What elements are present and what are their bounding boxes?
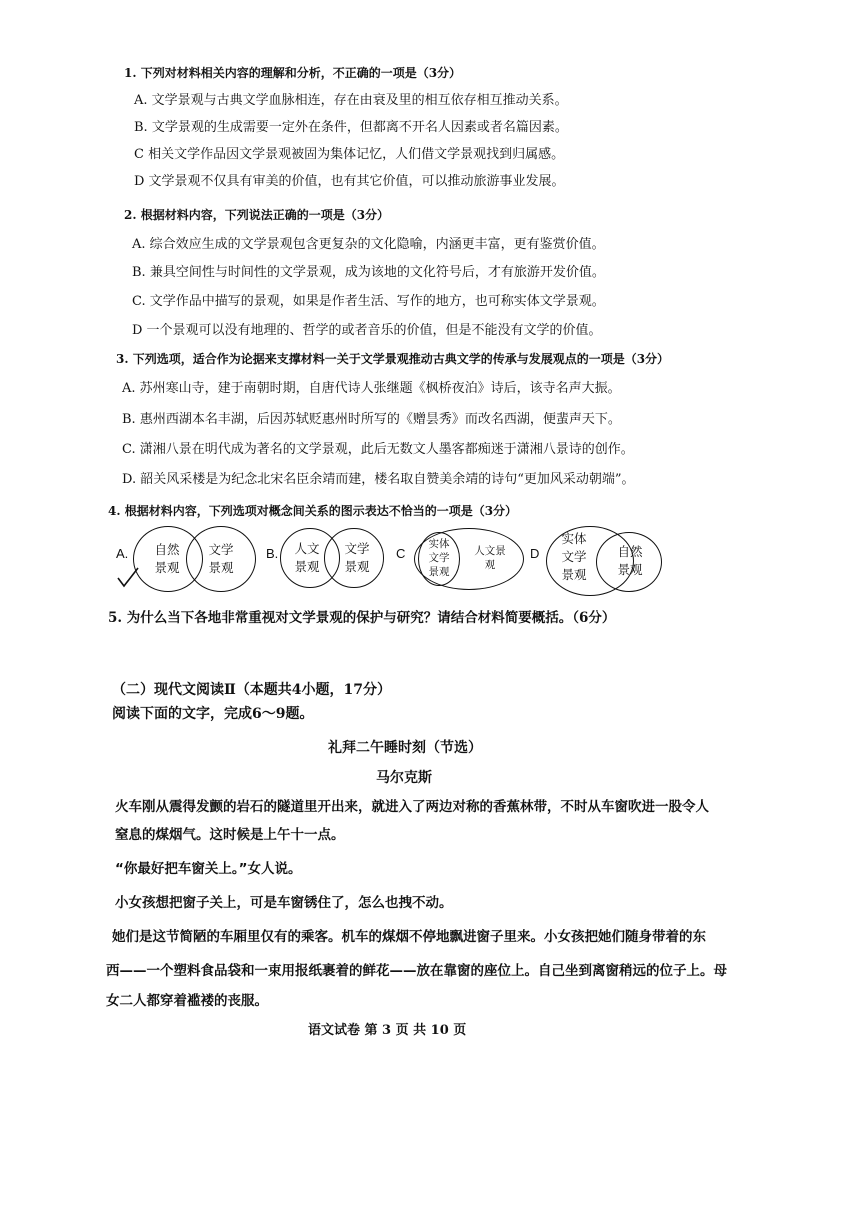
q3-option-c: C. 潇湘八景在明代成为著名的文学景观，此后无数文人墨客都痴迷于潇湘八景诗的创作。	[122, 442, 634, 457]
diagram-a-left-label: 自然景观	[154, 542, 180, 575]
passage-author: 马尔克斯	[376, 770, 432, 786]
paragraph-4-line-1: 她们是这节简陋的车厢里仅有的乘客。机车的煤烟不停地飘进窗子里来。小女孩把她们随身带着的东	[112, 929, 706, 945]
checkmark-icon	[116, 566, 140, 590]
q2-option-c: C. 文学作品中描写的景观，如果是作者生活、写作的地方，也可称实体文学景观。	[132, 294, 605, 309]
q2-option-a: A. 综合效应生成的文学景观包含更复杂的文化隐喻，内涵更丰富，更有鉴赏价值。	[132, 237, 605, 252]
diagram-a	[116, 522, 266, 602]
q3-option-d: D. 韶关风采楼是为纪念北宋名臣余靖而建，楼名取自赞美余靖的诗句“更加风采动朝端”。	[122, 472, 635, 487]
diagram-d-letter: D	[530, 546, 540, 561]
diagram-b-letter: B.	[266, 546, 279, 561]
section2-instruction: 阅读下面的文字，完成6～9题。	[112, 706, 314, 722]
q1-option-a: A. 文学景观与古典文学血脉相连，存在由衰及里的相互依存相互推动关系。	[134, 93, 568, 108]
q3-option-b: B. 惠州西湖本名丰湖，后因苏轼贬惠州时所写的《赠昙秀》而改名西湖，便蜚声天下。	[122, 412, 621, 427]
diagram-c-inner-label: 实体文学景观	[428, 538, 450, 578]
paragraph-2: “你最好把车窗关上。”女人说。	[115, 861, 302, 877]
passage-title: 礼拜二午睡时刻（节选）	[328, 740, 482, 756]
diagram-c-letter: C	[396, 546, 406, 561]
paragraph-4-line-2: 西——一个塑料食品袋和一束用报纸裹着的鲜花——放在靠窗的座位上。自己坐到离窗稍远的位子上。母	[106, 963, 727, 979]
diagram-d	[530, 522, 680, 602]
q2-option-b: B. 兼具空间性与时间性的文学景观，成为该地的文化符号后，才有旅游开发价值。	[132, 265, 605, 280]
q1-option-b: B. 文学景观的生成需要一定外在条件，但都离不开名人因素或者名篇因素。	[134, 120, 568, 135]
q5-stem: 5. 为什么当下各地非常重视对文学景观的保护与研究？请结合材料简要概括。（6分）	[108, 610, 616, 626]
q1-option-d: D 文学景观不仅具有审美的价值，也有其它价值，可以推动旅游事业发展。	[134, 174, 565, 189]
paragraph-1-line-2: 窒息的煤烟气。这时候是上午十一点。	[115, 827, 345, 843]
paragraph-4-line-3: 女二人都穿着褴褛的丧服。	[106, 993, 268, 1009]
q4-stem: 4. 根据材料内容，下列选项对概念间关系的图示表达不恰当的一项是（3分）	[108, 504, 518, 518]
diagram-b	[266, 522, 396, 602]
paragraph-3: 小女孩想把窗子关上，可是车窗锈住了，怎么也拽不动。	[115, 895, 453, 911]
diagram-a-letter: A.	[116, 546, 129, 561]
q1-option-c: C 相关文学作品因文学景观被固为集体记忆，人们借文学景观找到归属感。	[134, 147, 565, 162]
q2-stem: 2. 根据材料内容，下列说法正确的一项是（3分）	[124, 208, 390, 222]
diagram-d-right-label: 自然景观	[617, 544, 643, 577]
diagram-c	[396, 522, 536, 602]
diagram-a-right-label: 文学景观	[208, 542, 234, 575]
q2-option-d: D 一个景观可以没有地理的、哲学的或者音乐的价值，但是不能没有文学的价值。	[132, 323, 602, 338]
page-footer: 语文试卷 第 3 页 共 10 页	[308, 1023, 467, 1038]
paragraph-1-line-1: 火车刚从震得发颤的岩石的隧道里开出来，就进入了两边对称的香蕉林带，不时从车窗吹进一股令人	[115, 799, 709, 815]
q3-option-a: A. 苏州寒山寺，建于南朝时期，自唐代诗人张继题《枫桥夜泊》诗后，该寺名声大振。	[122, 381, 621, 396]
section2-heading: （二）现代文阅读Ⅱ（本题共4小题，17分）	[112, 682, 392, 698]
diagram-d-left-label: 实体文学景观	[561, 531, 587, 582]
diagram-b-right-label: 文学景观	[344, 541, 370, 574]
q1-stem: 1. 下列对材料相关内容的理解和分析，不正确的一项是（3分）	[124, 66, 462, 80]
diagram-c-outer-label: 人文景观	[474, 545, 506, 571]
q3-stem: 3. 下列选项，适合作为论据来支撑材料一关于文学景观推动古典文学的传承与发展观点的一项是（3分）	[116, 352, 670, 366]
diagram-b-left-label: 人文景观	[294, 541, 320, 574]
